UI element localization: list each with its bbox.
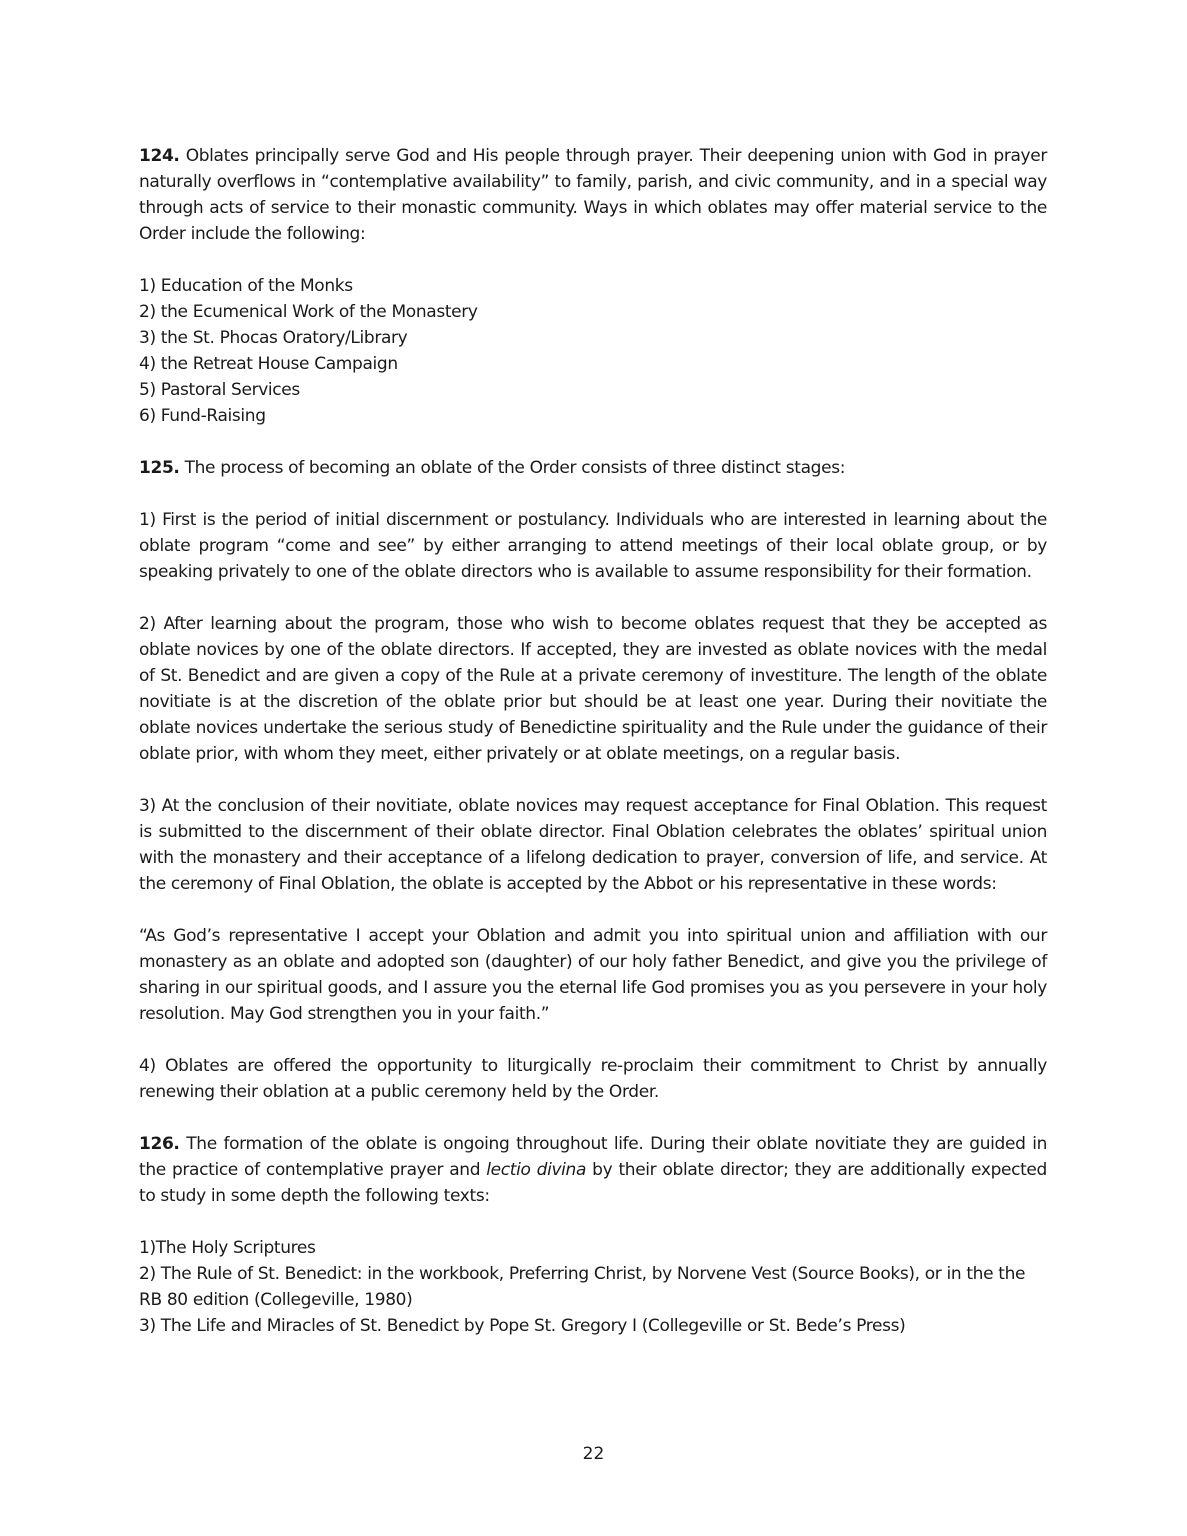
list-item: 1)The Holy Scriptures bbox=[139, 1238, 316, 1258]
list-item: 2) The Rule of St. Benedict: in the workbook, Preferring Christ, by Norvene Vest (Source Books), or in the the RB 80 edition (Collegeville, 1980) bbox=[139, 1264, 1026, 1310]
stage-2-paragraph: 2) After learning about the program, those who wish to become oblates request that they be accepted as oblate novices by one of the oblate directors. If accepted, they are invested as oblate novices with the medal of St. Benedict and are given a copy of the Rule at a private ceremony of investiture. The length of the oblate novitiate is at the discretion of the oblate prior but should be at least one year. During their novitiate the oblate novices undertake the serious study of Benedictine spirituality and the Rule under the guidance of their oblate prior, with whom they meet, either privately or at oblate meetings, on a regular basis. bbox=[139, 614, 1047, 764]
paragraph-126-text-after: by their oblate director; they are additionally expected to study in some depth the following texts: bbox=[139, 1160, 1047, 1206]
document-body bbox=[139, 143, 1047, 1365]
oblation-quote: “As God’s representative I accept your Oblation and admit you into spiritual union and affiliation with our monastery as an oblate and adopted son (daughter) of our holy father Benedict, and give you the privilege of sharing in our spiritual goods, and I assure you the eternal life God promises you as you persevere in your holy resolution. May God strengthen you in your faith.” bbox=[139, 926, 1047, 1024]
paragraph-124 bbox=[139, 143, 1047, 247]
list-item: 2) the Ecumenical Work of the Monastery bbox=[139, 302, 478, 322]
stage-1-paragraph: 1) First is the period of initial discernment or postulancy. Individuals who are interested in learning about the oblate program “come and see” by either arranging to attend meetings of their local oblate group, or by speaking privately to one of the oblate directors who is available to assume responsibility for their formation. bbox=[139, 510, 1047, 582]
section-number-124: 124. bbox=[139, 146, 180, 166]
list-item: 3) the St. Phocas Oratory/Library bbox=[139, 328, 408, 348]
list-item: 1) Education of the Monks bbox=[139, 276, 353, 296]
lectio-divina-italic: lectio divina bbox=[486, 1160, 587, 1180]
paragraph-125 bbox=[139, 455, 1047, 481]
paragraph-126 bbox=[139, 1131, 1047, 1209]
stage-3-paragraph: 3) At the conclusion of their novitiate, oblate novices may request acceptance for Final Oblation. This request is submitted to the discernment of their oblate director. Final Oblation celebrates the oblates’ spiritual union with the monastery and their acceptance of a lifelong dedication to prayer, conversion of life, and service. At the ceremony of Final Oblation, the oblate is accepted by the Abbot or his representative in these words: bbox=[139, 796, 1047, 894]
paragraph-125-text: The process of becoming an oblate of the Order consists of three distinct stages: bbox=[179, 458, 846, 478]
section-number-125: 125. bbox=[139, 458, 180, 478]
service-list bbox=[139, 273, 1047, 429]
list-item: 5) Pastoral Services bbox=[139, 380, 300, 400]
list-item: 3) The Life and Miracles of St. Benedict by Pope St. Gregory I (Collegeville or St. Bede’s Press) bbox=[139, 1316, 906, 1336]
list-item: 6) Fund-Raising bbox=[139, 406, 266, 426]
paragraph-124-text: Oblates principally serve God and His people through prayer. Their deepening union with God in prayer naturally overflows in “contemplative availability” to family, parish, and civic community, and in a special way through acts of service to their monastic community. Ways in which oblates may offer material service to the Order include the following: bbox=[139, 146, 1047, 244]
stage-4-paragraph: 4) Oblates are offered the opportunity to liturgically re-proclaim their commitment to Christ by annually renewing their oblation at a public ceremony held by the Order. bbox=[139, 1056, 1047, 1102]
page-number: 22 bbox=[582, 1444, 605, 1464]
section-number-126: 126. bbox=[139, 1134, 180, 1154]
list-item: 4) the Retreat House Campaign bbox=[139, 354, 398, 374]
paragraph-126-text-before: The formation of the oblate is ongoing throughout life. During their oblate novitiate they are guided in the practice of contemplative prayer and bbox=[139, 1134, 1047, 1180]
texts-list bbox=[139, 1235, 1047, 1339]
